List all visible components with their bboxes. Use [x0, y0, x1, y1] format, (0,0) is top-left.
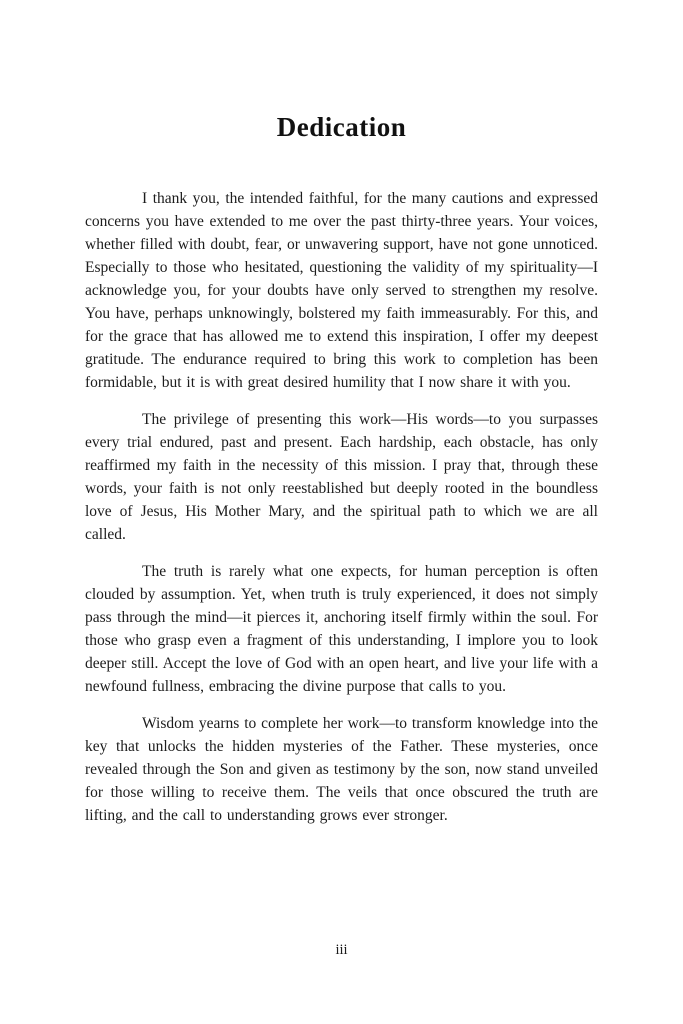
paragraph: The truth is rarely what one expects, for human perception is often clouded by assumption. Yet, when truth is truly experienced, it does not simply pass through the mind—it pierces it, anchoring itself firmly within the soul. For those who grasp even a fragment of this understanding, I implore you to look deeper still. Accept the love of God with an open heart, and live your life with a newfound fullness, embracing the divine purpose that calls to you.: [85, 563, 598, 695]
paragraph: I thank you, the intended faithful, for the many cautions and expressed concerns you have extended to me over the past thirty-three years. Your voices, whether filled with doubt, fear, or unwavering support, have not gone unnoticed. Especially to those who hesitated, questioning the validity of my spirituality—I acknowledge you, for your doubts have only served to strengthen my resolve. You have, perhaps unknowingly, bolstered my faith immeasurably. For this, and for the grace that has allowed me to extend this inspiration, I offer my deepest gratitude. The endurance required to bring this work to completion has been formidable, but it is with great desired humility that I now share it with you.: [85, 190, 598, 391]
body-text: [85, 187, 598, 827]
page-number: iii: [335, 942, 348, 958]
page-title: Dedication: [276, 112, 407, 142]
paragraph: Wisdom yearns to complete her work—to transform knowledge into the key that unlocks the hidden mysteries of the Father. These mysteries, once revealed through the Son and given as testimony by the son, now stand unveiled for those willing to receive them. The veils that once obscured the truth are lifting, and the call to understanding grows ever stronger.: [85, 715, 598, 824]
paragraph: The privilege of presenting this work—His words—to you surpasses every trial endured, past and present. Each hardship, each obstacle, has only reaffirmed my faith in the necessity of this mission. I pray that, through these words, your faith is not only reestablished but deeply rooted in the boundless love of Jesus, His Mother Mary, and the spiritual path to which we are all called.: [85, 411, 598, 543]
